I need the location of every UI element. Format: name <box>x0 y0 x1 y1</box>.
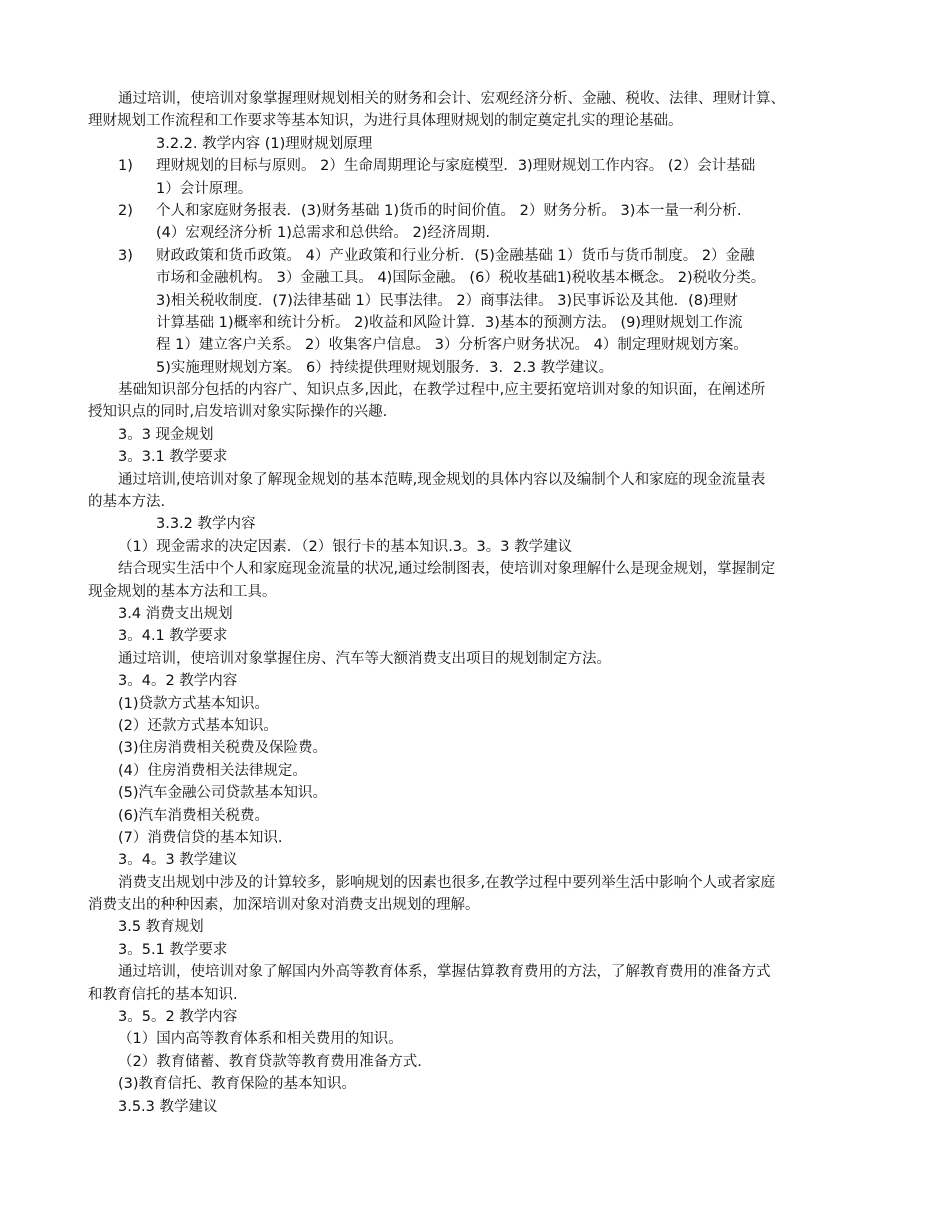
subsection-heading: 3.5.3 教学建议 <box>118 1098 218 1115</box>
section-heading: 3.4 消费支出规划 <box>118 605 233 622</box>
document-page <box>0 88 950 1118</box>
subsection-heading: 3。4。3 教学建议 <box>118 852 238 869</box>
list-continuation: 1）会计原理。 <box>156 180 253 197</box>
list-text: 个人和家庭财务报表．(3)财务基础 1)货币的时间价值。 2）财务分析。 3)本一量一利分析. <box>156 202 742 219</box>
list-continuation: 计算基础 1)概率和统计分析。 2)收益和风险计算．3)基本的预测方法。 (9)理财规划工作流 <box>156 314 743 331</box>
paragraph-line: 消费支出规划中涉及的计算较多，影响规划的因素也很多,在教学过程中要列举生活中影响个人或者家庭 <box>118 874 776 891</box>
list-item <box>0 200 950 222</box>
list-item: (2）还款方式基本知识。 <box>118 717 278 734</box>
paragraph-line: 通过培训，使培训对象掌握住房、汽车等大额消费支出项目的规划制定方法。 <box>118 650 611 667</box>
paragraph-line: 授知识点的同时,启发培训对象实际操作的兴趣. <box>88 404 388 421</box>
paragraph-line: 基础知识部分包括的内容广、知识点多,因此，在教学过程中,应主要拓宽培训对象的知识面，在阐述所 <box>118 382 766 399</box>
section-heading: 3.5 教育规划 <box>118 919 204 936</box>
list-number: 3) <box>118 247 133 264</box>
list-item: （1）国内高等教育体系和相关费用的知识。 <box>118 1031 403 1048</box>
subsection-heading: 3。3.1 教学要求 <box>118 449 228 466</box>
list-number: 1) <box>118 158 133 175</box>
subsection-heading: 3。4。2 教学内容 <box>118 673 238 690</box>
list-number: 2) <box>118 202 133 219</box>
paragraph-line: （1）现金需求的决定因素．（2）银行卡的基本知识.3。3。3 教学建议 <box>118 538 573 555</box>
list-item: （2）教育储蓄、教育贷款等教育费用准备方式. <box>118 1053 422 1070</box>
list-item: (7）消费信贷的基本知识. <box>118 829 283 846</box>
list-item <box>0 245 950 267</box>
paragraph-line: 现金规划的基本方法和工具。 <box>88 583 277 600</box>
paragraph-line: 通过培训,使培训对象了解现金规划的基本范畴,现金规划的具体内容以及编制个人和家庭的现金流量表 <box>118 471 766 488</box>
paragraph-line: 的基本方法. <box>88 494 166 511</box>
list-continuation: 市场和金融机构。 3）金融工具。 4)国际金融。 (6）税收基础1)税收基本概念。 2)税收分类。 <box>156 270 766 287</box>
list-item: (5)汽车金融公司贷款基本知识。 <box>118 785 328 802</box>
list-continuation: 程 1）建立客户关系。 2）收集客户信息。 3）分析客户财务状况。 4）制定理财规划方案。 <box>156 337 748 354</box>
section-heading: 3.2.2. 教学内容 (1)理财规划原理 <box>156 135 373 152</box>
list-continuation: (4）宏观经济分析 1)总需求和总供给。 2)经济周期. <box>156 225 490 242</box>
list-item: (4）住房消费相关法律规定。 <box>118 762 307 779</box>
subsection-heading: 3.3.2 教学内容 <box>156 516 256 533</box>
paragraph-line: 通过培训，使培训对象掌握理财规划相关的财务和会计、宏观经济分析、金融、税收、法律、理财计算、 <box>118 91 785 107</box>
list-continuation: 3)相关税收制度．(7)法律基础 1）民事法律。 2）商事法律。 3)民事诉讼及其他．(8)理财 <box>156 292 738 309</box>
list-item: (3)住房消费相关税费及保险费。 <box>118 740 328 757</box>
subsection-heading: 3。5。2 教学内容 <box>118 1009 238 1026</box>
list-continuation: 5)实施理财规划方案。 6）持续提供理财规划服务．3．2.3 教学建议。 <box>156 359 614 376</box>
subsection-heading: 3。4.1 教学要求 <box>118 628 228 645</box>
subsection-heading: 3。5.1 教学要求 <box>118 941 228 958</box>
list-text: 财政政策和货币政策。 4）产业政策和行业分析．(5)金融基础 1）货币与货币制度。 2）金融 <box>156 247 755 264</box>
paragraph-line: 消费支出的种种因素，加深培训对象对消费支出规划的理解。 <box>88 897 480 914</box>
list-text: 理财规划的目标与原则。 2）生命周期理论与家庭模型．3)理财规划工作内容。 (2）会计基础 <box>156 158 756 175</box>
paragraph-line: 理财规划工作流程和工作要求等基本知识，为进行具体理财规划的制定奠定扎实的理论基础。 <box>88 113 683 130</box>
list-item: (1)贷款方式基本知识。 <box>118 695 270 712</box>
list-item: (6)汽车消费相关税费。 <box>118 807 270 824</box>
list-item: (3)教育信托、教育保险的基本知识。 <box>118 1076 357 1093</box>
paragraph-line: 和教育信托的基本知识. <box>88 986 238 1003</box>
section-heading: 3。3 现金规划 <box>118 426 214 443</box>
list-item <box>0 155 950 177</box>
paragraph-line: 通过培训，使培训对象了解国内外高等教育体系，掌握估算教育费用的方法，了解教育费用的准备方式 <box>118 964 771 981</box>
paragraph-line: 结合现实生活中个人和家庭现金流量的状况,通过绘制图表，使培训对象理解什么是现金规划，掌握制定 <box>118 561 776 578</box>
